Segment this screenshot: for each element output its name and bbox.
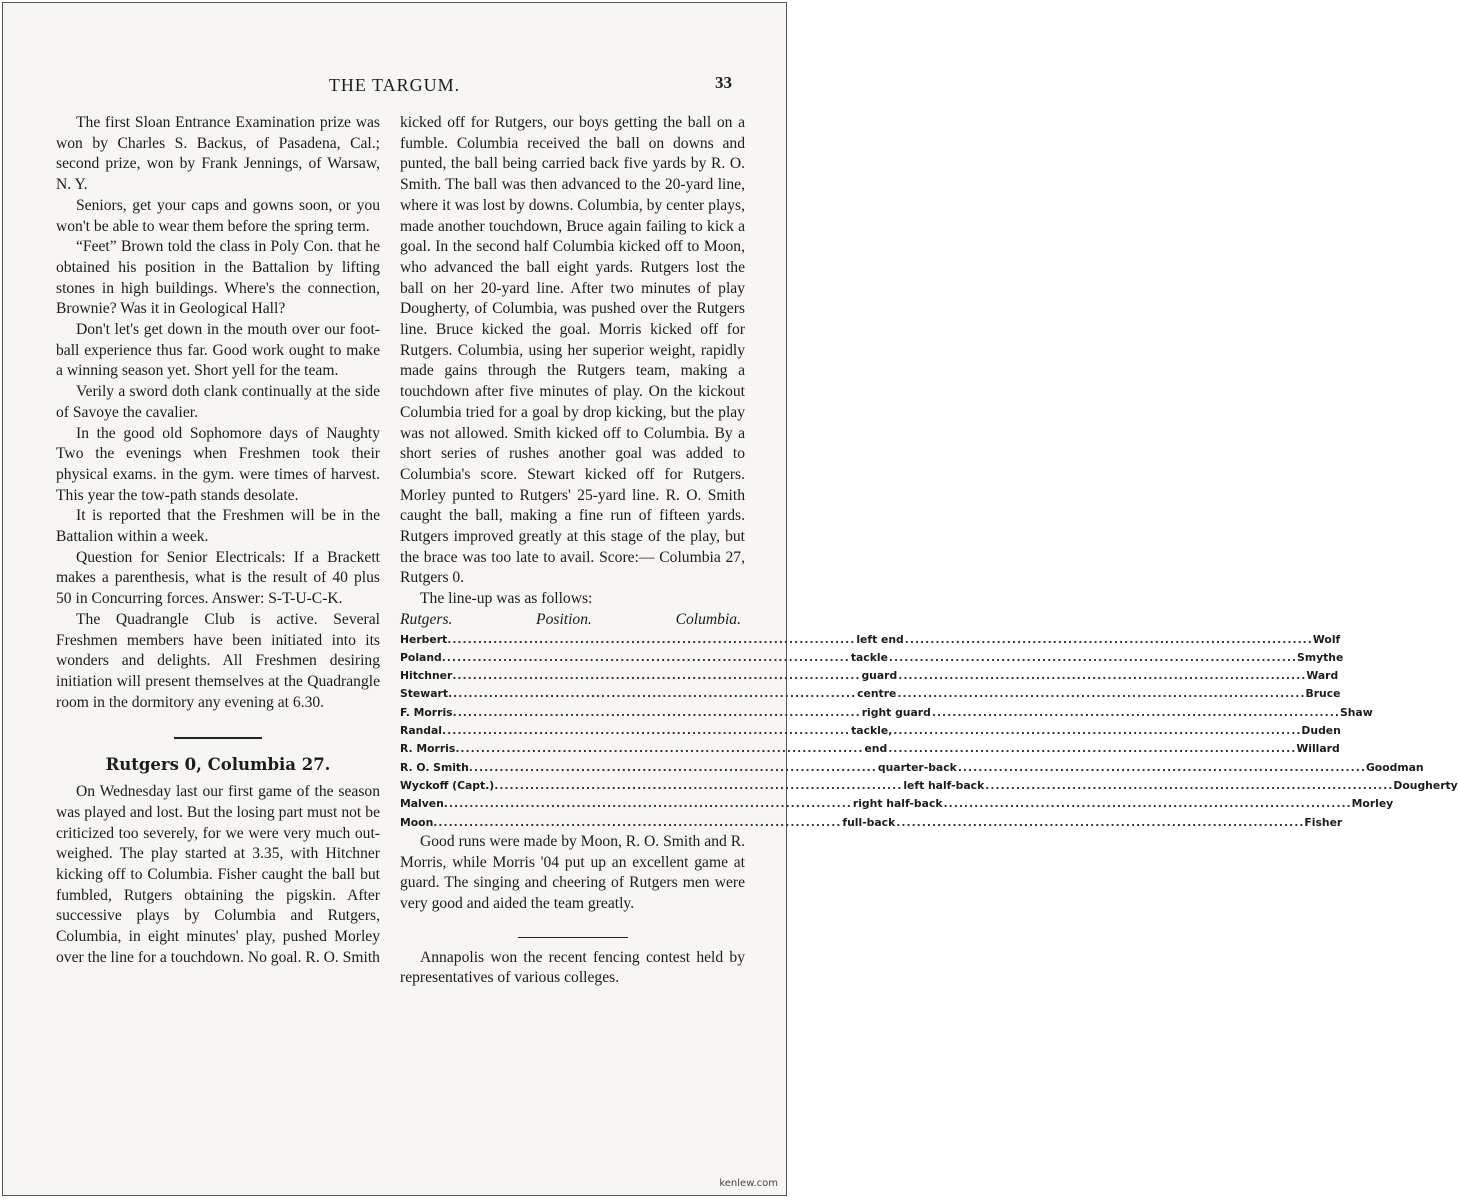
right-column	[400, 113, 1458, 989]
columbia-player: Willard	[1296, 742, 1340, 756]
rutgers-player: Stewart	[400, 687, 449, 701]
columbia-player: Duden	[1301, 724, 1341, 738]
position: left end	[856, 632, 904, 646]
leader-dots: ................................................................................	[904, 632, 1313, 646]
columbia-player: Dougherty	[1393, 778, 1458, 792]
leader-dots: ................................................................................	[442, 724, 851, 738]
position: end	[864, 742, 888, 756]
columbia-player: Ward	[1306, 669, 1339, 683]
leader-dots: ................................................................................	[448, 687, 857, 701]
lineup-row	[400, 814, 1343, 832]
article-continuation: kicked off for Rutgers, our boys getting the ball on a fumble. Columbia received the ball on downs and punted, the ball being carried back five yards by R. O. Smith. The ball was then advanced to the 20-yard line, where it was lost by downs. Columbia, by center plays, made another touchdown, Bruce again failing to kick a goal. In the second half Columbia kicked off to Moon, who advanced the ball eight yards. Rutgers lost the ball on her 20-yard line. After two minutes of play Dougherty, of Columbia, was pushed over the Rutgers line. Bruce kicked the goal. Morris kicked off for Rutgers. Columbia, using her superior weight, rapidly made gains through the Rutgers team, making a touchdown after five minutes of play. On the kickout Columbia tried for a goal by drop kicking, but the play was not allowed. Smith kicked off to Columbia. By a short series of rushes another goal was added to Columbia's score. Stewart kicked off for Rutgers. Morley punted to Rutgers' 25-yard line. R. O. Smith caught the ball, making a fine run of fifteen yards. Rutgers improved greatly at this stage of the play, but the brace was too late to avail. Score:— Columbia 27, Rutgers 0.	[400, 114, 745, 587]
rutgers-player: Hitchner	[400, 669, 453, 683]
rutgers-player: R. Morris	[400, 742, 456, 756]
leader-dots: ................................................................................	[985, 778, 1394, 792]
position: tackle,	[851, 724, 893, 738]
position: full-back	[842, 815, 896, 829]
lineup-intro: The line-up was as follows:	[420, 590, 593, 608]
position: guard	[861, 669, 898, 683]
leader-dots: ................................................................................	[441, 650, 850, 664]
lineup-row	[400, 667, 1339, 685]
columbia-player: Smythe	[1297, 650, 1344, 664]
leader-dots: ................................................................................	[433, 815, 842, 829]
after-lineup-paragraph: Good runs were made by Moon, R. O. Smith and R. Morris, while Morris '04 put up an excellent game at guard. The singing and cheering of Rutgers men were very good and aided the team greatly.	[400, 832, 745, 912]
lineup-header-columbia: Columbia.	[675, 610, 741, 628]
lineup-table	[400, 631, 1458, 832]
article-paragraph: On Wednesday last our first game of the season was played and lost. But the losing part must not be criticized too severely, for we were very much out-weighed. The play started at 3.35, with Hitchner kicking off to Columbia. Fisher caught the ball but fumbled, Rutgers obtaining the pigskin. After successive plays by Columbia and Rutgers, Columbia, in eight minutes' play, pushed Morley over the line for a touchdown. No goal. R. O. Smith	[56, 783, 380, 966]
lineup-header-row	[400, 610, 745, 631]
columbia-player: Fisher	[1304, 815, 1343, 829]
left-column	[56, 113, 380, 968]
lineup-row	[400, 704, 1373, 722]
section-divider	[174, 737, 262, 739]
section-divider	[518, 937, 628, 938]
final-paragraph: Annapolis won the recent fencing contest held by representatives of various colleges.	[400, 948, 745, 987]
lineup-row	[400, 777, 1458, 795]
lineup-row	[400, 685, 1341, 703]
page	[2, 2, 1458, 1196]
lineup-row	[400, 631, 1341, 649]
leader-dots: ................................................................................	[447, 632, 856, 646]
paragraph: Question for Senior Electricals: If a Brackett makes a parenthesis, what is the result of 40 plus 50 in Concurring forces. Answer: S-T-U-C-K.	[56, 548, 380, 608]
leader-dots: ................................................................................	[468, 760, 877, 774]
rutgers-player: Moon	[400, 815, 434, 829]
leader-dots: ................................................................................	[443, 797, 852, 811]
lineup-row	[400, 649, 1344, 667]
position: right half-back	[852, 797, 943, 811]
leader-dots: ................................................................................	[896, 815, 1305, 829]
leader-dots: ................................................................................	[897, 687, 1306, 701]
position: tackle	[850, 650, 888, 664]
columbia-player: Morley	[1351, 797, 1394, 811]
rutgers-player: F. Morris	[400, 705, 453, 719]
leader-dots: ................................................................................	[931, 705, 1340, 719]
columbia-player: Shaw	[1339, 705, 1373, 719]
columbia-player: Goodman	[1365, 760, 1424, 774]
leader-dots: ................................................................................	[452, 705, 861, 719]
rutgers-player: Wyckoff (Capt.)	[400, 778, 495, 792]
rutgers-player: Malven	[400, 797, 444, 811]
leader-dots: ................................................................................	[888, 650, 1298, 664]
leader-dots: ................................................................................	[452, 669, 861, 683]
position: centre	[857, 687, 897, 701]
leader-dots: ................................................................................	[898, 669, 1307, 683]
columbia-player: Bruce	[1305, 687, 1341, 701]
lineup-header-position: Position.	[536, 610, 592, 628]
running-header: THE TARGUM.	[328, 75, 461, 95]
lineup-row	[400, 740, 1340, 758]
paragraph: In the good old Sophomore days of Naughty Two the evenings when Freshmen took their physical exams. in the gym. were times of harvest. This year the tow-path stands desolate.	[56, 424, 380, 504]
paragraph: Verily a sword doth clank continually at the side of Savoye the cavalier.	[56, 383, 380, 421]
rutgers-player: Herbert	[400, 632, 448, 646]
leader-dots: ................................................................................	[455, 742, 864, 756]
leader-dots: ................................................................................	[494, 778, 903, 792]
paragraph: It is reported that the Freshmen will be in the Battalion within a week.	[56, 507, 380, 546]
paragraph: Don't let's get down in the mouth over our foot-ball experience thus far. Good work ought to make a winning season yet. Short yell for the team.	[56, 321, 380, 380]
columbia-player: Wolf	[1312, 632, 1341, 646]
page-number: 33	[715, 73, 732, 92]
leader-dots: ................................................................................	[943, 797, 1352, 811]
paragraph: The first Sloan Entrance Examination prize was won by Charles S. Backus, of Pasadena, Cal.; second prize, won by Frank Jennings, of Warsaw, N. Y.	[56, 114, 380, 194]
rutgers-player: Randal	[400, 724, 443, 738]
leader-dots: ................................................................................	[893, 724, 1302, 738]
article-heading: Rutgers 0, Columbia 27.	[105, 755, 331, 775]
lineup-row	[400, 795, 1394, 813]
lineup-row	[400, 759, 1424, 777]
paragraph: The Quadrangle Club is active. Several Freshmen members have been initiated into its wonders and delights. All Freshmen desiring initiation will present themselves at the Quadrangle room in the dormitory any evening at 6.30.	[56, 610, 380, 711]
leader-dots: ................................................................................	[888, 742, 1297, 756]
paragraph: Seniors, get your caps and gowns soon, or you won't be able to wear them before the spring term.	[56, 196, 380, 235]
position: left half-back	[903, 778, 985, 792]
rutgers-player: Poland	[400, 650, 442, 664]
watermark: kenlew.com	[719, 1178, 778, 1189]
lineup-row	[400, 722, 1341, 740]
leader-dots: ................................................................................	[957, 760, 1366, 774]
rutgers-player: R. O. Smith	[400, 760, 469, 774]
lineup-header-rutgers: Rutgers.	[400, 610, 453, 628]
position: quarter-back	[877, 760, 957, 774]
position: right guard	[861, 705, 931, 719]
paragraph: “Feet” Brown told the class in Poly Con. that he obtained his position in the Battalion by lifting stones in high buildings. Where's the connection, Brownie? Was it in Geological Hall?	[56, 238, 380, 318]
